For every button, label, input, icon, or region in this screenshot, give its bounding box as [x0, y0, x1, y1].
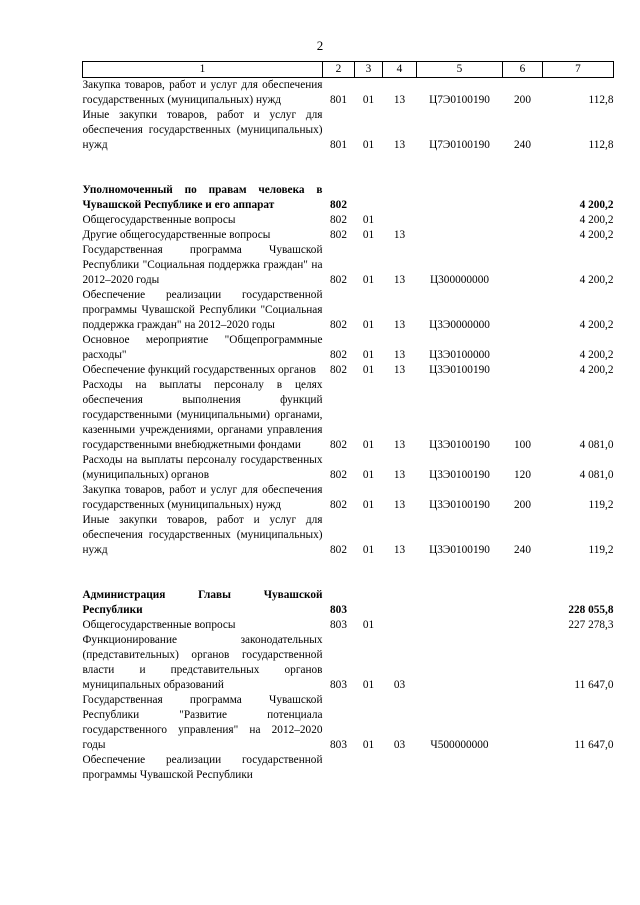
table-header-row — [83, 62, 614, 78]
amount-cell: 4 200,2 — [579, 349, 614, 361]
expense-type-cell — [503, 633, 543, 693]
expense-type-cell — [503, 363, 543, 378]
row-name-cell: Общегосударственные вопросы — [82, 619, 236, 631]
header-col-4: 4 — [383, 62, 417, 78]
target-item-cell: Ц3Э0000000 — [429, 319, 490, 331]
division-code-cell: 01 — [362, 739, 375, 751]
row-name-cell: Закупка товаров, работ и услуг для обеспечения государственных (муниципальных) нужд — [82, 484, 323, 511]
target-item-cell: Ц7Э0100190 — [429, 94, 490, 106]
section-code-cell: 802 — [330, 439, 347, 451]
target-item-cell: Ц3Э0100190 — [429, 364, 490, 376]
division-code-cell: 01 — [362, 139, 375, 151]
target-item-cell — [417, 588, 503, 618]
division-code-cell: 01 — [362, 439, 375, 451]
target-item-cell: Ц3Э0100000 — [429, 349, 490, 361]
amount-cell: 11 647,0 — [574, 679, 614, 691]
table-row — [83, 363, 614, 378]
row-name-cell: Обеспечение реализации государственной программы Чувашской Республики — [82, 754, 323, 781]
division-code-cell: 01 — [362, 679, 375, 691]
page-number: 2 — [316, 38, 324, 53]
subdivision-code-cell: 13 — [393, 469, 406, 481]
subdivision-code-cell: 13 — [393, 349, 406, 361]
target-item-cell: Ц3Э0100190 — [429, 544, 490, 556]
expense-type-cell — [503, 588, 543, 618]
table-body — [83, 78, 614, 784]
spacer-cell — [83, 153, 614, 183]
row-name-cell: Другие общегосударственные вопросы — [82, 229, 271, 241]
spacer-row — [83, 153, 614, 183]
division-code-cell: 01 — [362, 544, 375, 556]
table-row — [83, 483, 614, 513]
row-name-cell: Администрация Главы Чувашской Республики — [82, 589, 323, 616]
target-item-cell: Ц7Э0100190 — [429, 139, 490, 151]
expense-type-cell — [503, 228, 543, 243]
subdivision-code-cell: 13 — [393, 94, 406, 106]
amount-cell: 227 278,3 — [568, 619, 614, 631]
header-col-7: 7 — [543, 62, 614, 78]
table-row — [83, 183, 614, 213]
subdivision-code-cell — [383, 213, 417, 228]
division-code-cell: 01 — [362, 349, 375, 361]
header-col-3: 3 — [355, 62, 383, 78]
amount-cell: 112,8 — [588, 94, 614, 106]
header-col-1: 1 — [83, 62, 323, 78]
row-name-cell: Уполномоченный по правам человека в Чувашской Республике и его аппарат — [82, 184, 323, 211]
row-name-cell: Обеспечение функций государственных органов — [82, 364, 317, 376]
section-code-cell: 802 — [330, 349, 347, 361]
spacer-row — [83, 558, 614, 588]
expense-type-cell: 100 — [514, 439, 531, 451]
row-name-cell: Государственная программа Чувашской Республики "Социальная поддержка граждан" на 2012–2020 годы — [82, 244, 323, 286]
target-item-cell — [417, 213, 503, 228]
target-item-cell: Ц300000000 — [430, 274, 489, 286]
row-name-cell: Функционирование законодательных (представительных) органов государственной власти и представительных органов муниципальных образований — [82, 634, 323, 691]
table-row — [83, 378, 614, 453]
subdivision-code-cell: 13 — [393, 274, 406, 286]
row-name-cell: Общегосударственные вопросы — [82, 214, 236, 226]
table-row — [83, 108, 614, 153]
subdivision-code-cell: 13 — [393, 229, 406, 241]
budget-table — [82, 61, 614, 783]
division-code-cell — [355, 753, 383, 783]
section-code-cell: 802 — [330, 319, 347, 331]
table-row — [83, 78, 614, 109]
table-row — [83, 588, 614, 618]
division-code-cell: 01 — [362, 364, 375, 376]
subdivision-code-cell — [383, 618, 417, 633]
amount-cell: 119,2 — [588, 544, 614, 556]
amount-cell: 11 647,0 — [574, 739, 614, 751]
expense-type-cell — [503, 183, 543, 213]
header-col-2: 2 — [323, 62, 355, 78]
row-name-cell: Закупка товаров, работ и услуг для обеспечения государственных (муниципальных) нужд — [82, 79, 323, 106]
section-code-cell: 801 — [330, 94, 347, 106]
amount-cell: 4 081,0 — [579, 439, 614, 451]
table-row — [83, 618, 614, 633]
subdivision-code-cell: 03 — [393, 679, 406, 691]
table-row — [83, 213, 614, 228]
section-code-cell: 803 — [330, 739, 347, 751]
division-code-cell — [355, 588, 383, 618]
division-code-cell: 01 — [362, 619, 375, 631]
subdivision-code-cell: 13 — [393, 319, 406, 331]
table-row — [83, 453, 614, 483]
section-code-cell: 802 — [330, 544, 347, 556]
target-item-cell — [417, 633, 503, 693]
amount-cell — [543, 753, 614, 783]
table-row — [83, 288, 614, 333]
row-name-cell: Расходы на выплаты персоналу в целях обеспечения выполнения функций государственными (муниципальными) органами, казенными учреждениями, органами управления государственными внебюджетными фондами — [82, 379, 323, 451]
subdivision-code-cell: 13 — [393, 439, 406, 451]
table-row — [83, 228, 614, 243]
division-code-cell: 01 — [362, 214, 375, 226]
section-code-cell: 801 — [330, 139, 347, 151]
amount-cell: 112,8 — [588, 139, 614, 151]
header-col-6: 6 — [503, 62, 543, 78]
target-item-cell — [417, 753, 503, 783]
subdivision-code-cell — [383, 183, 417, 213]
target-item-cell: Ч500000000 — [430, 739, 489, 751]
target-item-cell: Ц3Э0100190 — [429, 499, 490, 511]
division-code-cell: 01 — [362, 319, 375, 331]
table-row — [83, 753, 614, 783]
amount-cell: 4 200,2 — [579, 229, 614, 241]
row-name-cell: Расходы на выплаты персоналу государственных (муниципальных) органов — [82, 454, 323, 481]
section-code-cell: 803 — [330, 619, 347, 631]
subdivision-code-cell — [383, 753, 417, 783]
expense-type-cell: 200 — [514, 94, 531, 106]
subdivision-code-cell: 13 — [393, 499, 406, 511]
section-code-cell: 802 — [330, 364, 347, 376]
amount-cell: 4 200,2 — [579, 214, 614, 226]
table-row — [83, 243, 614, 288]
division-code-cell: 01 — [362, 229, 375, 241]
target-item-cell — [417, 183, 503, 213]
subdivision-code-cell: 13 — [393, 364, 406, 376]
amount-cell: 4 200,2 — [579, 274, 614, 286]
division-code-cell: 01 — [362, 469, 375, 481]
row-name-cell: Государственная программа Чувашской Республики "Развитие потенциала государственного управления" на 2012–2020 годы — [82, 694, 323, 751]
row-name-cell: Обеспечение реализации государственной программы Чувашской Республики "Социальная поддержка граждан" на 2012–2020 годы — [82, 289, 323, 331]
expense-type-cell — [503, 243, 543, 288]
table-row — [83, 693, 614, 753]
table-row — [83, 633, 614, 693]
section-code-cell: 802 — [330, 199, 347, 211]
section-code-cell: 802 — [330, 229, 347, 241]
header-col-5: 5 — [417, 62, 503, 78]
expense-type-cell: 240 — [514, 544, 531, 556]
amount-cell: 4 200,2 — [579, 199, 614, 211]
target-item-cell: Ц3Э0100190 — [429, 439, 490, 451]
expense-type-cell — [503, 753, 543, 783]
section-code-cell: 803 — [330, 604, 347, 616]
target-item-cell — [417, 228, 503, 243]
expense-type-cell — [503, 288, 543, 333]
expense-type-cell — [503, 693, 543, 753]
expense-type-cell: 120 — [514, 469, 531, 481]
row-name-cell: Иные закупки товаров, работ и услуг для обеспечения государственных (муниципальных) нужд — [82, 109, 323, 151]
row-name-cell: Иные закупки товаров, работ и услуг для обеспечения государственных (муниципальных) нужд — [82, 514, 323, 556]
expense-type-cell — [503, 618, 543, 633]
amount-cell: 228 055,8 — [568, 604, 614, 616]
target-item-cell — [417, 618, 503, 633]
section-code-cell — [323, 753, 355, 783]
expense-type-cell: 240 — [514, 139, 531, 151]
section-code-cell: 802 — [330, 499, 347, 511]
subdivision-code-cell: 03 — [393, 739, 406, 751]
subdivision-code-cell: 13 — [393, 544, 406, 556]
expense-type-cell — [503, 333, 543, 363]
subdivision-code-cell: 13 — [393, 139, 406, 151]
table-row — [83, 513, 614, 558]
section-code-cell: 802 — [330, 469, 347, 481]
table-row — [83, 333, 614, 363]
division-code-cell: 01 — [362, 499, 375, 511]
section-code-cell: 803 — [330, 679, 347, 691]
division-code-cell: 01 — [362, 274, 375, 286]
amount-cell: 4 081,0 — [579, 469, 614, 481]
spacer-cell — [83, 558, 614, 588]
amount-cell: 4 200,2 — [579, 364, 614, 376]
amount-cell: 4 200,2 — [579, 319, 614, 331]
target-item-cell: Ц3Э0100190 — [429, 469, 490, 481]
row-name-cell: Основное мероприятие "Общепрограммные расходы" — [82, 334, 323, 361]
expense-type-cell — [503, 213, 543, 228]
subdivision-code-cell — [383, 588, 417, 618]
amount-cell: 119,2 — [588, 499, 614, 511]
division-code-cell: 01 — [362, 94, 375, 106]
division-code-cell — [355, 183, 383, 213]
expense-type-cell: 200 — [514, 499, 531, 511]
section-code-cell: 802 — [330, 214, 347, 226]
section-code-cell: 802 — [330, 274, 347, 286]
